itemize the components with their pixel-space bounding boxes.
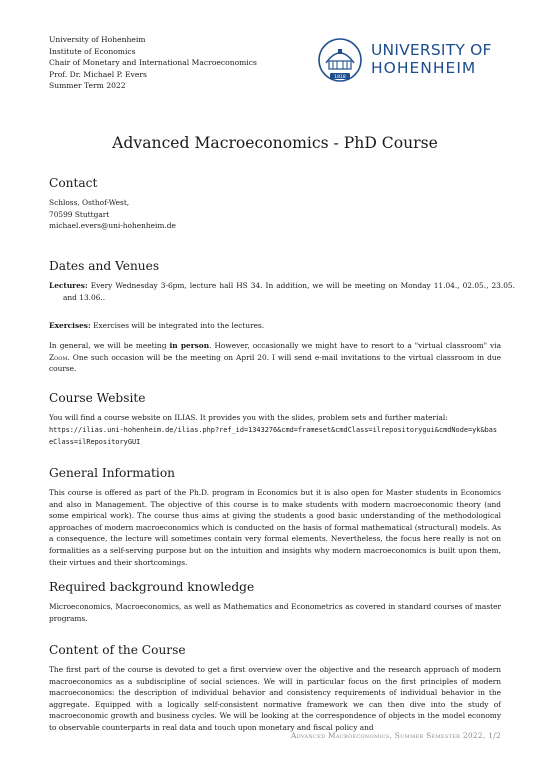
meeting-mode-paragraph	[49, 340, 501, 375]
section-heading-contact: Contact	[49, 176, 98, 190]
logo-line-university-of: UNIVERSITY OF	[371, 41, 492, 59]
logo-year: 1818	[334, 75, 346, 81]
header-line-chair: Chair of Monetary and International Macroeconomics	[49, 58, 257, 68]
background-paragraph: Microeconomics, Macroeconomics, as well as Mathematics and Econometrics as covered in standard courses of master programs.	[49, 602, 501, 623]
logo-wordmark	[371, 41, 492, 78]
contact-city-line: 70599 Stuttgart	[49, 209, 110, 219]
website-text: You will find a course website on ILIAS. It provides you with the slides, problem sets and further material:	[49, 413, 448, 422]
meeting-text-post: . One such occasion will be the meeting on April 20. I will send e-mail invitations to the virtual classroom in due course.	[49, 352, 501, 374]
course-content-paragraph: The first part of the course is devoted to get a first overview over the objective and the research approach of modern macroeconomics as a subdiscipline of social sciences. We will in particular focus on the first principles of modern macroeconomics: the description of individual behavior and consistency requirements of individual behavior in the aggregate. Equipped with a logically self-consistent normative framework we can then dive into the study of macroeconomic growth and business cycles. We will be looking at the correspondence of objects in the model economy to observable counterparts in real data and touch upon monetary and fiscal policy and	[49, 665, 501, 732]
university-logo	[315, 37, 505, 83]
lectures-paragraph	[49, 280, 515, 303]
section-heading-content: Content of the Course	[49, 643, 186, 657]
university-building-seal-icon	[315, 37, 365, 83]
logo-line-hohenheim: HOHENHEIM	[371, 59, 477, 77]
contact-address-line: Schloss, Osthof-West,	[49, 198, 130, 207]
section-heading-dates: Dates and Venues	[49, 259, 160, 273]
website-paragraph	[49, 412, 501, 449]
header-line-university: University of Hohenheim	[49, 35, 146, 44]
meeting-text-mid: . However, occasionally we might have to resort to a "virtual classroom" via	[209, 341, 502, 350]
contact-email: michael.evers@uni-hohenheim.de	[49, 221, 176, 231]
page-footer: Advanced Macroeconomics, Summer Semester 2022, 1/2	[291, 731, 501, 740]
meeting-text-pre: In general, we will be meeting	[49, 341, 167, 350]
exercises-label: Exercises:	[49, 321, 91, 330]
exercises-text: Exercises will be integrated into the lectures.	[93, 321, 265, 330]
institution-header	[49, 34, 257, 92]
course-website-link[interactable]: https://ilias.uni-hohenheim.de/ilias.php?ref_id=1343276&cmd=frameset&cmdClass=ilrepositorygui&cmdNode=yk&baseClass=ilRepositoryGUI	[49, 425, 498, 447]
header-line-term: Summer Term 2022	[49, 81, 126, 91]
meeting-in-person: in person	[169, 341, 210, 350]
header-line-professor: Prof. Dr. Michael P. Evers	[49, 69, 147, 79]
exercises-paragraph	[49, 320, 501, 332]
lectures-text: Every Wednesday 3-6pm, lecture hall HS 34. In addition, we will be meeting on Monday 11.04., 02.05., 23.05. and 13.06..	[63, 281, 515, 302]
section-heading-website: Course Website	[49, 391, 146, 405]
header-line-institute: Institute of Economics	[49, 46, 136, 56]
general-information-paragraph: This course is offered as part of the Ph.D. program in Economics but it is also open for Master students in Economics and also in Management. The objective of this course is to make students with modern macroeconomic theory (and some empirical work). The course thus aims at giving the students a good basic understanding of the methodological approaches of modern macroeconomics which is conducted on the basis of formal mathematical (structural) models. As a consequence, the lecture will sometimes contain very formal elements. Nevertheless, the focus here really is not on formalities as a self-serving purpose but on the intuition and insights why modern macroeconomics is built upon them, their virtues and their shortcomings.	[49, 488, 501, 567]
section-heading-general: General Information	[49, 466, 176, 480]
section-heading-background: Required background knowledge	[49, 580, 255, 594]
lectures-label: Lectures:	[49, 281, 88, 290]
contact-block	[49, 197, 501, 232]
document-title: Advanced Macroeconomics - PhD Course	[112, 134, 438, 152]
zoom-name: Zoom	[49, 352, 68, 362]
